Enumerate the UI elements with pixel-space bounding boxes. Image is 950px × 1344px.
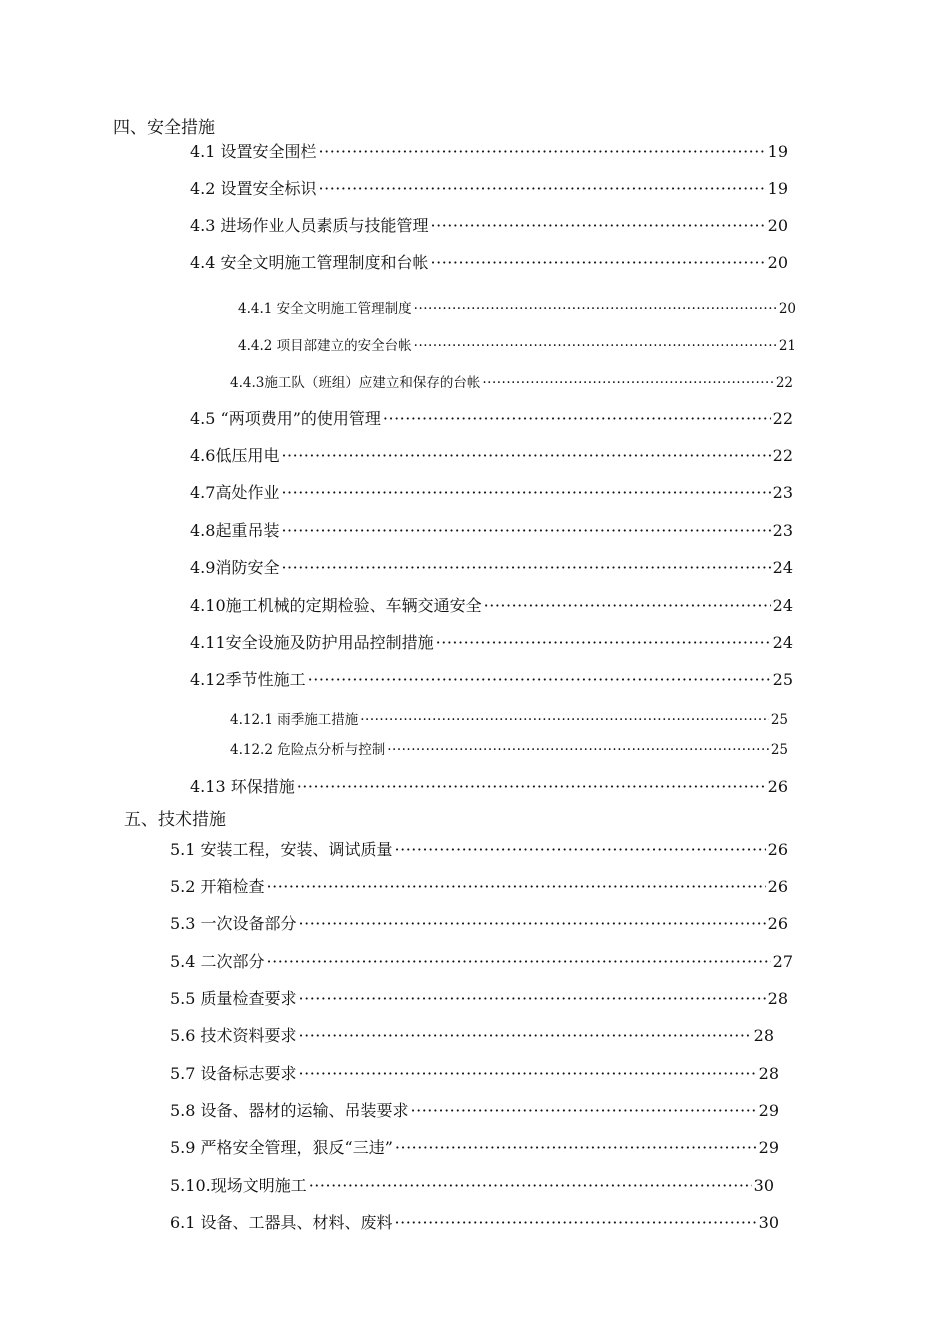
toc-entry-page: 20: [778, 301, 796, 317]
toc-entry-page: 20: [767, 216, 788, 235]
toc-entry-page: 26: [767, 777, 788, 796]
toc-entry[interactable]: [190, 667, 793, 690]
dot-leader: [383, 409, 771, 428]
dot-leader: [281, 521, 770, 540]
dot-leader: [309, 1176, 752, 1195]
toc-entry-label: 4.12季节性施工: [190, 670, 306, 689]
toc-entry-page: 22: [775, 375, 793, 391]
toc-entry-page: 28: [767, 989, 788, 1008]
toc-entry-label: 5.8 设备、器材的运输、吊装要求: [170, 1101, 409, 1120]
toc-entry-page: 26: [767, 914, 788, 933]
toc-entry-label: 5.2 开箱检查: [170, 877, 265, 896]
toc-entry-page: 21: [778, 338, 796, 354]
toc-entry-label: 4.1 设置安全围栏: [190, 142, 317, 161]
dot-leader: [387, 742, 769, 758]
toc-entry-page: 19: [767, 142, 788, 161]
toc-entry-label: 4.12.2 危险点分析与控制: [230, 742, 386, 758]
toc-entry-page: 22: [772, 409, 793, 428]
dot-leader: [299, 914, 766, 933]
dot-leader: [299, 989, 766, 1008]
dot-leader: [281, 558, 770, 577]
toc-entry-label: 5.4 二次部分: [170, 952, 265, 971]
toc-entry-label: 4.12.1 雨季施工措施: [230, 712, 359, 728]
dot-leader: [281, 483, 770, 502]
toc-entry-label: 4.2 设置安全标识: [190, 179, 317, 198]
toc-entry-page: 27: [772, 952, 793, 971]
dot-leader: [299, 1026, 752, 1045]
toc-entry-label: 4.4.2 项目部建立的安全台帐: [238, 338, 412, 354]
dot-leader: [267, 877, 766, 896]
toc-entry-label: 4.4 安全文明施工管理制度和台帐: [190, 253, 429, 272]
toc-entry-label: 5.10.现场文明施工: [170, 1176, 307, 1195]
toc-entry-label: 4.13 环保措施: [190, 777, 295, 796]
toc-entry[interactable]: [190, 774, 788, 797]
toc-entry[interactable]: [190, 443, 793, 466]
dot-leader: [431, 253, 766, 272]
toc-entry-page: 29: [758, 1138, 779, 1157]
toc-entry-page: 25: [770, 742, 788, 758]
dot-leader: [281, 446, 770, 465]
toc-entry[interactable]: [170, 1210, 779, 1233]
toc-entry-page: 20: [767, 253, 788, 272]
toc-entry-page: 30: [758, 1213, 779, 1232]
toc-entry-label: 4.6低压用电: [190, 446, 280, 465]
toc-entry-page: 28: [758, 1064, 779, 1083]
dot-leader: [395, 1213, 757, 1232]
dot-leader: [411, 1101, 757, 1120]
toc-entry[interactable]: [190, 630, 793, 653]
dot-leader: [484, 596, 771, 615]
toc-entry-label: 6.1 设备、工器具、材料、废料: [170, 1213, 393, 1232]
toc-entry[interactable]: [170, 837, 788, 860]
toc-entry-page: 26: [767, 840, 788, 859]
toc-entry[interactable]: [190, 139, 788, 162]
section-heading-technical: 五、技术措施: [124, 810, 226, 830]
toc-entry-label: 4.5 “两项费用”的使用管理: [190, 409, 381, 428]
dot-leader: [431, 216, 766, 235]
toc-entry-page: 22: [772, 446, 793, 465]
toc-entry-label: 4.9消防安全: [190, 558, 280, 577]
toc-entry[interactable]: [190, 518, 793, 541]
toc-entry[interactable]: [190, 213, 788, 236]
toc-entry-label: 5.1 安装工程，安装、调试质量: [170, 840, 393, 859]
dot-leader: [395, 840, 766, 859]
toc-entry-label: 4.11安全设施及防护用品控制措施: [190, 633, 434, 652]
dot-leader: [414, 301, 777, 317]
dot-leader: [414, 338, 777, 354]
toc-entry-label: 5.3 一次设备部分: [170, 914, 297, 933]
toc-entry-label: 5.9 严格安全管理，狠反“三违”: [170, 1138, 393, 1157]
dot-leader: [319, 179, 766, 198]
toc-entry[interactable]: [170, 949, 793, 972]
toc-entry-page: 24: [772, 633, 793, 652]
dot-leader: [308, 670, 771, 689]
toc-entry[interactable]: [190, 593, 793, 616]
toc-entry[interactable]: [238, 297, 796, 317]
toc-entry[interactable]: [170, 874, 788, 897]
toc-entry[interactable]: [230, 738, 788, 758]
toc-entry-label: 5.6 技术资料要求: [170, 1026, 297, 1045]
toc-entry[interactable]: [190, 555, 793, 578]
toc-entry[interactable]: [170, 1098, 779, 1121]
toc-entry-label: 4.7高处作业: [190, 483, 280, 502]
toc-entry-label: 5.5 质量检查要求: [170, 989, 297, 1008]
toc-entry[interactable]: [190, 176, 788, 199]
toc-entry-label: 4.3 进场作业人员素质与技能管理: [190, 216, 429, 235]
toc-entry-label: 5.7 设备标志要求: [170, 1064, 297, 1083]
toc-entry[interactable]: [230, 371, 793, 391]
toc-entry-label: 4.10施工机械的定期检验、车辆交通安全: [190, 596, 482, 615]
toc-entry[interactable]: [190, 480, 793, 503]
toc-entry-page: 30: [753, 1176, 774, 1195]
toc-entry[interactable]: [170, 986, 788, 1009]
toc-entry-page: 24: [772, 558, 793, 577]
toc-entry[interactable]: [170, 1023, 774, 1046]
toc-entry-page: 26: [767, 877, 788, 896]
toc-entry-page: 23: [772, 483, 793, 502]
dot-leader: [436, 633, 771, 652]
toc-entry-label: 4.8起重吊装: [190, 521, 280, 540]
dot-leader: [319, 142, 766, 161]
toc-entry-page: 29: [758, 1101, 779, 1120]
dot-leader: [297, 777, 766, 796]
dot-leader: [482, 375, 773, 391]
toc-entry-page: 23: [772, 521, 793, 540]
toc-entry[interactable]: [170, 1135, 779, 1158]
toc-entry-label: 4.4.3施工队（班组）应建立和保存的台帐: [230, 375, 481, 391]
toc-entry-page: 25: [772, 670, 793, 689]
dot-leader: [360, 712, 769, 728]
toc-entry-page: 19: [767, 179, 788, 198]
toc-entry-label: 4.4.1 安全文明施工管理制度: [238, 301, 412, 317]
toc-entry[interactable]: [190, 406, 793, 429]
toc-entry[interactable]: [170, 1061, 779, 1084]
toc-entry[interactable]: [190, 250, 788, 273]
toc-entry-page: 28: [753, 1026, 774, 1045]
toc-entry-page: 25: [770, 712, 788, 728]
toc-entry[interactable]: [170, 1173, 774, 1196]
toc-entry[interactable]: [230, 708, 788, 728]
dot-leader: [395, 1138, 757, 1157]
toc-entry[interactable]: [170, 911, 788, 934]
dot-leader: [267, 952, 771, 971]
section-heading-safety: 四、安全措施: [113, 118, 215, 138]
toc-entry-page: 24: [772, 596, 793, 615]
dot-leader: [299, 1064, 757, 1083]
toc-entry[interactable]: [238, 334, 796, 354]
